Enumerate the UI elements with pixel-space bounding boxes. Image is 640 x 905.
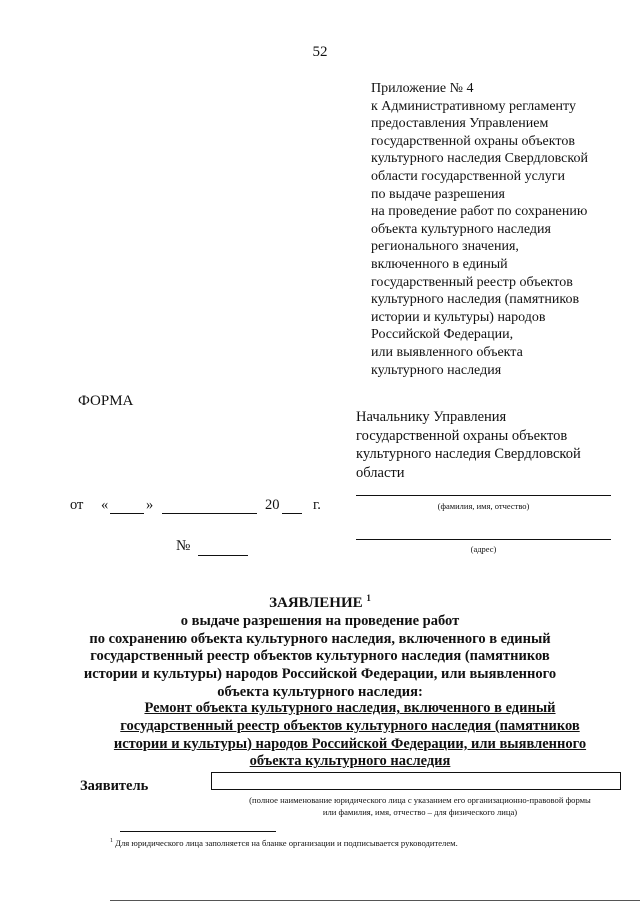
address-field-caption: (адрес) — [470, 544, 497, 554]
annex-line: Российской Федерации, — [371, 327, 514, 343]
annex-line: истории и культуры) народов — [371, 309, 546, 325]
addressee-block — [356, 408, 616, 482]
page-bottom-edge — [110, 900, 640, 901]
title-footnote-mark: 1 — [366, 593, 371, 603]
annex-line: культурного наследия (памятников — [371, 292, 580, 308]
addressee-line: культурного наследия Свердловской — [356, 446, 581, 462]
date-row — [70, 497, 340, 519]
title-line: объекта культурного наследия: — [217, 683, 423, 700]
annex-line: государственный реестр объектов — [371, 274, 573, 290]
footnote-mark: 1 — [110, 838, 113, 845]
subject-line: государственный реестр объектов культурного наследия (памятников — [120, 717, 580, 734]
form-label: ФОРМА — [78, 393, 134, 409]
title-line: истории и культуры) народов Российской Федерации, или выявленного — [83, 666, 557, 683]
date-close-quote: » — [146, 497, 154, 513]
subject-line: объекта культурного наследия — [249, 753, 451, 770]
footnote — [110, 838, 458, 848]
date-year-prefix: 20 — [265, 497, 280, 513]
applicant-caption — [200, 795, 640, 818]
number-row — [176, 538, 256, 560]
addressee-line: области — [356, 464, 405, 481]
annex-line: к Административному регламенту — [371, 98, 576, 114]
work-subject — [90, 700, 610, 771]
applicant-caption-line: (полное наименование юридического лица с указанием его организационно-правовой формы — [249, 795, 591, 805]
subject-line: Ремонт объекта культурного наследия, включенного в единый — [144, 700, 556, 716]
addressee-line: государственной охраны объектов — [356, 427, 568, 444]
date-from-label: от — [70, 497, 84, 513]
title-line: о выдаче разрешения на проведение работ — [180, 612, 460, 629]
annex-line: культурного наследия — [371, 362, 502, 378]
number-field[interactable] — [198, 555, 248, 556]
footnote-text: Для юридического лица заполняется на бланке организации и подписывается руководителем. — [113, 838, 458, 848]
date-day-field[interactable] — [110, 513, 144, 514]
title-heading: ЗАЯВЛЕНИЕ — [269, 595, 363, 611]
annex-line: области государственной услуги — [371, 168, 566, 184]
date-open-quote: « — [101, 497, 109, 513]
applicant-caption-line: или фамилия, имя, отчество – для физического лица) — [322, 806, 518, 817]
annex-line: включенного в единый — [371, 256, 508, 272]
annex-line: или выявленного объекта — [371, 344, 523, 360]
applicant-label: Заявитель — [80, 778, 149, 794]
annex-line: культурного наследия Свердловской — [371, 151, 588, 167]
date-year-field[interactable] — [282, 513, 302, 514]
number-sign: № — [176, 538, 191, 554]
applicant-input[interactable] — [211, 772, 621, 790]
name-field-caption: (фамилия, имя, отчество) — [437, 501, 530, 511]
annex-line: Приложение № 4 — [371, 81, 474, 96]
page-number: 52 — [312, 44, 328, 60]
addressee-line: Начальнику Управления — [356, 409, 507, 425]
date-year-suffix: г. — [313, 497, 321, 513]
annex-line: предоставления Управлением — [371, 116, 549, 132]
footnote-divider — [120, 831, 276, 832]
annex-line: по выдаче разрешения — [371, 186, 505, 202]
subject-line: истории и культуры) народов Российской Федерации, или выявленного — [113, 735, 587, 752]
annex-line: государственной охраны объектов — [371, 133, 575, 149]
address-field-line[interactable] — [356, 539, 611, 540]
name-field-line[interactable] — [356, 495, 611, 496]
annex-header — [371, 80, 631, 379]
annex-line: объекта культурного наследия — [371, 221, 551, 237]
title-line: государственный реестр объектов культурного наследия (памятников — [90, 648, 550, 665]
date-month-field[interactable] — [162, 513, 257, 514]
title-heading-row — [60, 590, 580, 613]
application-title — [60, 590, 580, 702]
annex-line: на проведение работ по сохранению — [371, 204, 588, 220]
title-line: по сохранению объекта культурного наследия, включенного в единый — [89, 630, 551, 647]
annex-line: регионального значения, — [371, 239, 519, 255]
